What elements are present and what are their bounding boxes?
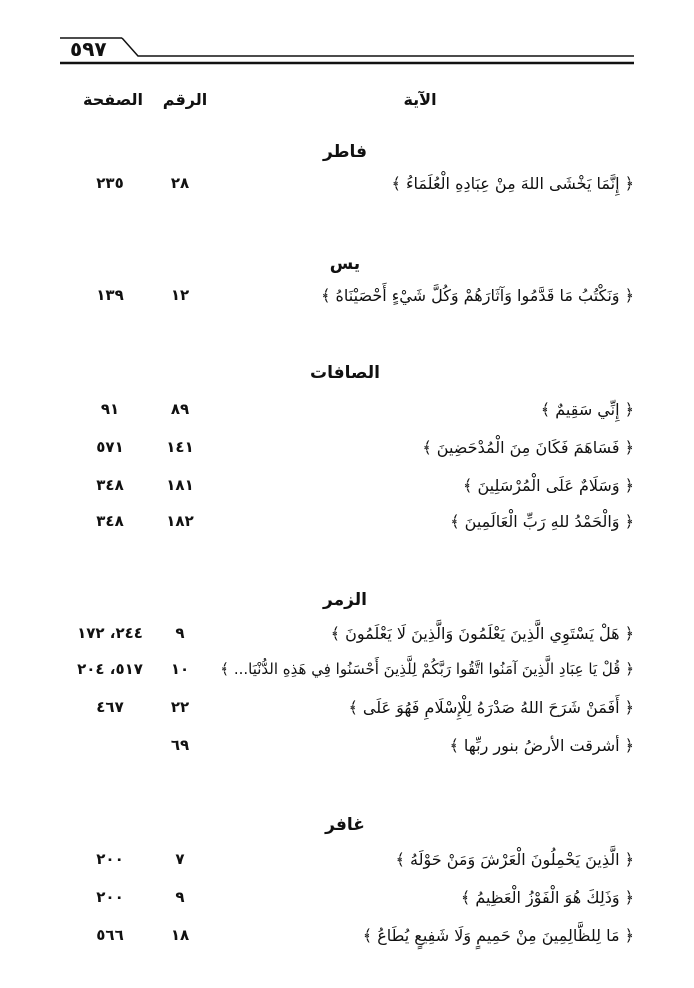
verse-text: ﴿ مَا لِلظَّالِمِينَ مِنْ حَمِيمٍ وَلَا شَفِيعٍ يُطَاعُ ﴾ — [362, 926, 634, 945]
verse-text: ﴿ هَلْ يَسْتَوِي الَّذِينَ يَعْلَمُونَ وَالَّذِينَ لَا يَعْلَمُونَ ﴾ — [330, 624, 634, 643]
surah-title-ghafir: غافر — [325, 815, 365, 835]
verse-text: ﴿ إِنِّي سَقِيمٌ ﴾ — [540, 400, 634, 419]
table-row — [0, 284, 694, 314]
table-row — [0, 436, 694, 466]
page-ref: ١٣٩ — [96, 286, 124, 304]
verse-number: ٢٨ — [170, 174, 190, 192]
column-header-verse: الآية — [403, 90, 437, 109]
verse-number: ١٨١ — [166, 476, 194, 494]
verse-text: ﴿ فَسَاهَمَ فَكَانَ مِنَ الْمُدْحَضِينَ ﴾ — [422, 438, 634, 457]
page-ref: ٢٣٥ — [96, 174, 124, 192]
verse-text: ﴿ إِنَّمَا يَخْشَى اللهَ مِنْ عِبَادِهِ الْعُلَمَاءُ ﴾ — [391, 174, 634, 193]
page-ref: ٥٦٦ — [96, 926, 124, 944]
page-ref: ٥١٧، ٢٠٤ — [77, 660, 143, 678]
verse-text: ﴿ وَذَلِكَ هُوَ الْفَوْزُ الْعَظِيمُ ﴾ — [460, 888, 634, 907]
verse-text: ﴿ الَّذِينَ يَحْمِلُونَ الْعَرْشَ وَمَنْ حَوْلَهُ ﴾ — [395, 850, 634, 869]
verse-number: ١٢ — [170, 286, 190, 304]
table-row — [0, 172, 694, 202]
verse-number: ٨٩ — [170, 400, 190, 418]
table-row — [0, 510, 694, 540]
verse-text: ﴿ وَالْحَمْدُ للهِ رَبِّ الْعَالَمِينَ ﴾ — [450, 512, 634, 531]
page-ref: ٢٤٤، ١٧٢ — [77, 624, 143, 642]
column-header-number: الرقم — [162, 90, 208, 109]
surah-title-fatir: فاطر — [322, 142, 368, 162]
verse-number: ٢٢ — [170, 698, 190, 716]
surah-title-zumar: الزمر — [323, 590, 367, 610]
column-header-page: الصفحة — [82, 90, 143, 109]
verse-number: ١٨٢ — [166, 512, 194, 530]
page-ref: ٣٤٨ — [96, 476, 124, 494]
verse-number: ٦٩ — [170, 736, 190, 754]
verse-text: ﴿ قُلْ يَا عِبَادِ الَّذِينَ آمَنُوا اتَّقُوا رَبَّكُمْ لِلَّذِينَ أَحْسَنُوا فِي هَذِهِ الدُّنْيَا... ﴾ — [220, 660, 634, 678]
page-ref: ٩١ — [100, 400, 120, 418]
verse-number: ٩ — [175, 888, 185, 906]
verse-text: ﴿ وَسَلَامٌ عَلَى الْمُرْسَلِينَ ﴾ — [463, 476, 634, 495]
table-row — [0, 474, 694, 504]
verse-text: ﴿ وَنَكْتُبُ مَا قَدَّمُوا وَآثَارَهُمْ وَكُلَّ شَيْءٍ أَحْصَيْنَاهُ ﴾ — [321, 286, 634, 305]
surah-title-saffat: الصافات — [310, 363, 380, 383]
table-row — [0, 734, 694, 764]
page-ref: ٤٦٧ — [96, 698, 124, 716]
table-row — [0, 924, 694, 954]
table-row — [0, 398, 694, 428]
table-row — [0, 696, 694, 726]
verse-number: ١٠ — [170, 660, 190, 678]
verse-text: ﴿ أشرقت الأرضُ بنور ربِّها ﴾ — [449, 736, 634, 755]
table-row — [0, 622, 694, 652]
table-row — [0, 658, 694, 688]
page-ref: ٥٧١ — [96, 438, 124, 456]
verse-number: ٩ — [175, 624, 185, 642]
table-row — [0, 848, 694, 878]
page-ref: ٢٠٠ — [96, 888, 124, 906]
header-rule — [60, 36, 634, 70]
page-ref: ٣٤٨ — [96, 512, 124, 530]
verse-number: ٧ — [175, 850, 185, 868]
verse-text: ﴿ أَفَمَنْ شَرَحَ اللهُ صَدْرَهُ لِلْإِسْلَامِ فَهُوَ عَلَى ﴾ — [348, 698, 634, 717]
page-number: ٥٩٧ — [70, 37, 107, 61]
table-row — [0, 886, 694, 916]
surah-title-yasin: يس — [329, 254, 361, 274]
verse-number: ١٨ — [170, 926, 190, 944]
verse-number: ١٤١ — [166, 438, 194, 456]
page-ref: ٢٠٠ — [96, 850, 124, 868]
